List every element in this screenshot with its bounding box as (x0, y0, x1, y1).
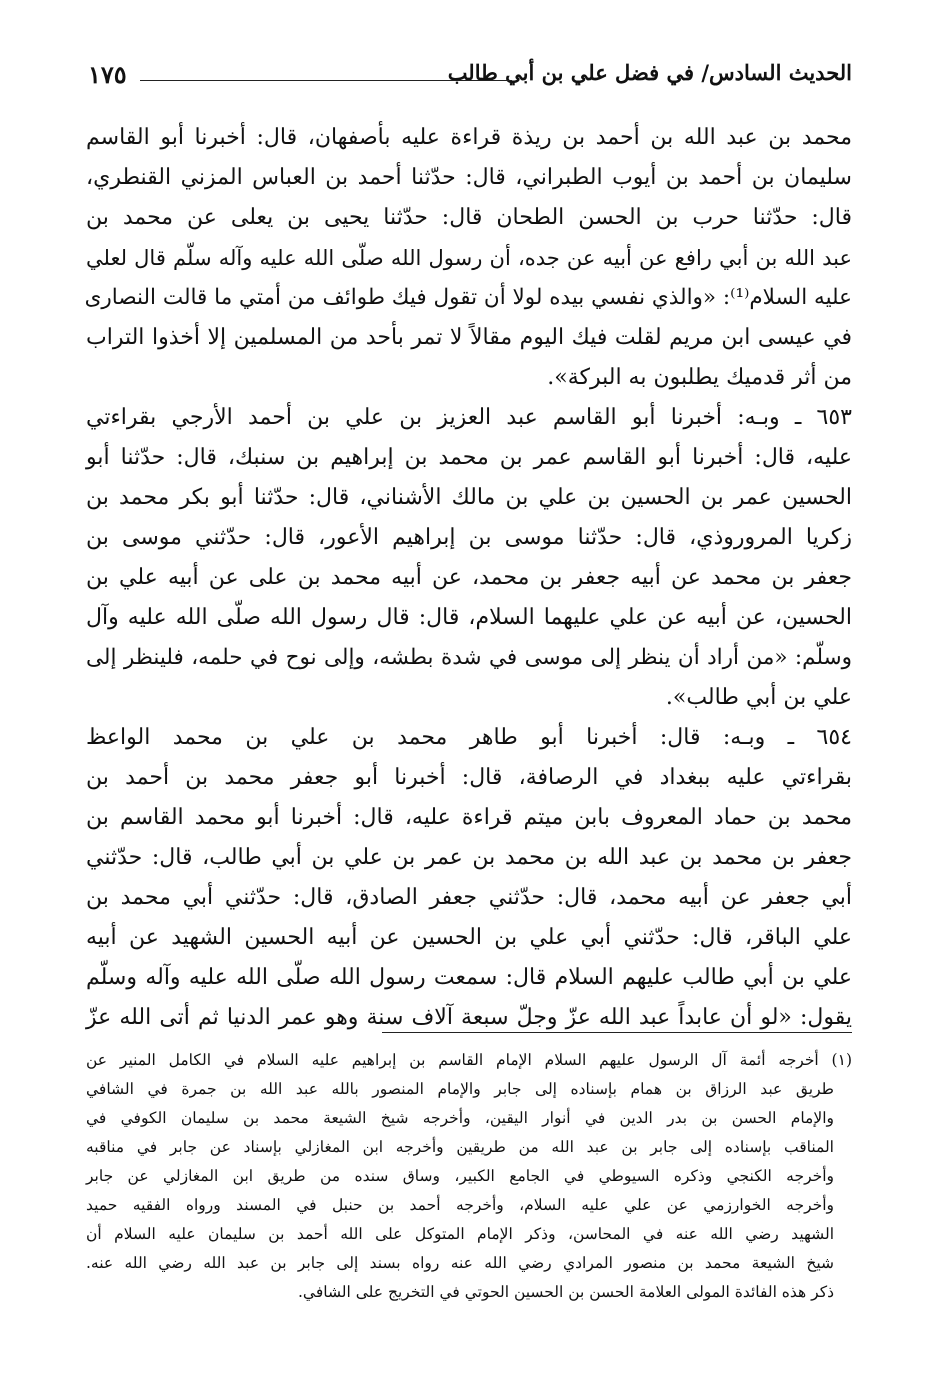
footnote-rule (382, 1032, 852, 1033)
text-line: محمد بن حماد المعروف بابن ميتم قراءة عليه، قال: أخبرنا أبو محمد القاسم بن (86, 805, 852, 830)
text-line: سليمان بن أحمد بن أيوب الطبراني، قال: حدّثنا أحمد بن العباس المزني القنطري، (86, 165, 852, 190)
text-line: عبد الله بن أبي رافع عن أبيه عن جده، أن رسول الله صلّى الله عليه وآله سلّم قال لعلي (86, 246, 852, 270)
text-line: وسلّم: «من أراد أن ينظر إلى موسى في شدة بطشه، وإلى نوح في حلمه، فلينظر إلى (86, 645, 852, 670)
text-line: الحسين عمر بن الحسين بن علي بن مالك الأشناني، قال: حدّثنا أبو بكر محمد بن (86, 485, 852, 510)
text-line: عليه السلام⁽¹⁾: «والذي نفسي بيده لولا أن تقول فيك طوائف من أمتي ما قالت النصارى (84, 285, 852, 310)
footnote-line: شيخ الشيعة محمد بن منصور المرادي رضي الله عنه رواه بسند إلى جابر بن عبد الله رضي الله عنه. (86, 1254, 834, 1272)
text-line: الحسين، عن أبيه عن علي عليهما السلام، قال: قال رسول الله صلّى الله عليه وآل (86, 605, 852, 630)
text-line: يقول: «لو أن عابداً عبد الله عزّ وجلّ سبعة آلاف سنة وهو عمر الدنيا ثم أتى الله عزّ (86, 1005, 852, 1030)
footnote-line: (١) أخرجه أئمة آل الرسول عليهم السلام الإمام القاسم بن إبراهيم عليه السلام في الكامل المنير عن (86, 1051, 852, 1069)
text-line: بقراءتي عليه ببغداد في الرصافة، قال: أخبرنا أبو جعفر محمد بن أحمد بن (86, 765, 852, 790)
text-line: في عيسى ابن مريم لقلت فيك اليوم مقالاً لا تمر بأحد من المسلمين إلا أخذوا التراب (86, 325, 852, 350)
text-line: جعفر بن محمد بن عبد الله بن محمد بن عمر بن علي بن أبي طالب، قال: حدّثني (86, 845, 852, 870)
text-line: محمد بن عبد الله بن أحمد بن ريذة قراءة عليه بأصفهان، قال: أخبرنا أبو القاسم (86, 125, 852, 150)
text-line: علي بن أبي طالب عليهم السلام قال: سمعت رسول الله صلّى الله عليه وآله وسلّم (86, 965, 852, 990)
text-line: علي الباقر، قال: حدّثني أبي علي بن الحسين عن أبيه الحسين الشهيد عن أبيه (86, 925, 852, 950)
running-header-title: الحديث السادس/ في فضل علي بن أبي طالب (447, 60, 852, 85)
running-header (88, 58, 852, 90)
text-line: زكريا المروروذي، قال: حدّثنا موسى بن إبراهيم الأعور، قال: حدّثني موسى بن (86, 525, 852, 550)
footnote-line: ذكر هذه الفائدة المولى العلامة الحسن بن الحسين الحوتي في التخريج على الشافي. (298, 1283, 834, 1301)
text-line: عليه، قال: أخبرنا أبو القاسم عمر بن محمد بن إبراهيم بن سنبك، قال: حدّثنا أبو (86, 445, 852, 470)
hadith-654-start: ٦٥٤ ـ وبـه: قال: أخبرنا أبو طاهر محمد بن علي بن محمد الواعظ (86, 725, 852, 750)
text-line: أبي جعفر عن أبيه محمد، قال: حدّثني جعفر الصادق، قال: حدّثني أبي محمد بن (86, 885, 852, 910)
hadith-653-start: ٦٥٣ ـ وبـه: أخبرنا أبو القاسم عبد العزيز بن علي بن أحمد الأرجي بقراءتي (86, 405, 852, 430)
text-line: علي بن أبي طالب». (665, 685, 852, 710)
text-line: قال: حدّثنا حرب بن الحسن الطحان قال: حدّثنا يحيى بن يعلى عن محمد بن (86, 205, 852, 230)
main-text (86, 118, 852, 1038)
footnote-line: وأخرجه الكنجي وذكره السيوطي في الجامع الكبير، وساق سنده من طريق ابن المغازلي عن جابر (86, 1167, 834, 1185)
page-number: ١٧٥ (88, 60, 127, 89)
footnote-line: المناقب بإسناده إلى جابر بن عبد الله من طريقين وأخرجه ابن المغازلي بإسناد عن جابر في مناقبه (86, 1138, 834, 1156)
footnotes (86, 1046, 852, 1307)
footnote-line: وأخرجه الخوارزمي عن علي عليه السلام، وأخرجه أحمد بن حنبل في المسند ورواه الفقيه حميد (86, 1196, 834, 1214)
footnote-line: طريق عبد الرزاق بن همام بإسناده إلى جابر والإمام المنصور بالله عبد الله بن جمرة في الشافي (86, 1080, 834, 1098)
header-rule (140, 80, 512, 81)
text-line: جعفر بن محمد عن أبيه جعفر بن محمد، عن أبيه محمد بن على عن أبيه علي بن (86, 565, 852, 590)
text-line: من أثر قدميك يطلبون به البركة». (547, 365, 852, 390)
footnote-line: الشهيد رضي الله عنه في المحاسن، وذكر الإمام المتوكل على الله أحمد بن سليمان عليه السلام أن (86, 1225, 834, 1243)
footnote-line: والإمام الحسن بن بدر الدين في أنوار اليقين، وأخرجه شيخ الشيعة محمد بن سليمان الكوفي في (86, 1109, 834, 1127)
